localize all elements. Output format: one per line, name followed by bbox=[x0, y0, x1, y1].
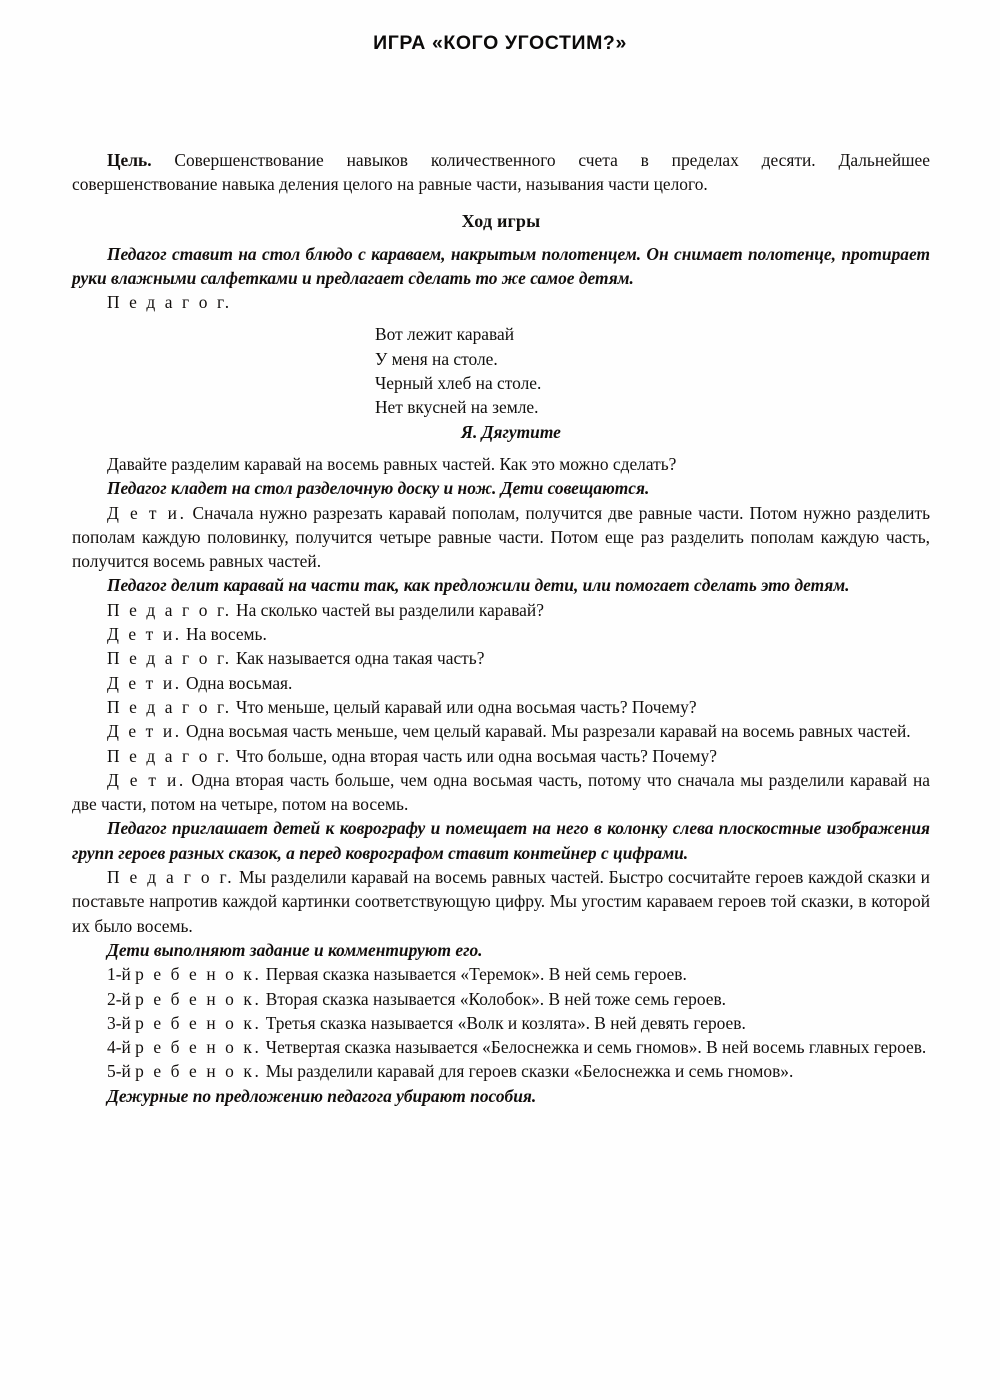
dialogue-text: Давайте разделим каравай на восемь равных частей. Как это можно сделать? bbox=[107, 453, 677, 474]
speaker-label: р е б е н о к. bbox=[135, 1012, 262, 1033]
dialogue-text: Дети выполняют задание и комментируют его. bbox=[107, 939, 483, 960]
line-child-4 bbox=[72, 1035, 930, 1059]
line-teacher-howmany bbox=[72, 598, 930, 622]
speaker-number: 4-й bbox=[107, 1037, 136, 1058]
line-children-smaller bbox=[72, 719, 930, 743]
speaker-label: р е б е н о к. bbox=[135, 964, 262, 985]
line-stage-divide bbox=[72, 573, 930, 597]
speaker-label: П е д а г о г. bbox=[107, 696, 232, 717]
poem-line: У меня на столе. bbox=[375, 348, 498, 369]
line-stage-dochildren bbox=[72, 938, 930, 962]
dialogue-text: Дежурные по предложению педагога убирают пособия. bbox=[107, 1085, 537, 1106]
dialogue-text: Вторая сказка называется «Колобок». В ней тоже семь героев. bbox=[261, 988, 727, 1009]
dialogue-text: Одна вторая часть больше, чем одна восьмая часть, потому что сначала мы разделили каравай на две части, потом на четыре, потом на восемь. bbox=[72, 769, 930, 815]
speaker-label: П е д а г о г. bbox=[107, 648, 232, 669]
line-teacher-bigger bbox=[72, 744, 930, 768]
speaker-number: 2-й bbox=[107, 988, 136, 1009]
speaker-label: П е д а г о г. bbox=[107, 867, 235, 888]
dialogue-text: На восемь. bbox=[181, 624, 267, 645]
line-teacher-smaller bbox=[72, 695, 930, 719]
speaker-label: П е д а г о г. bbox=[107, 599, 232, 620]
line-children-halves bbox=[72, 501, 930, 574]
speaker-number: 3-й bbox=[107, 1012, 136, 1033]
line-stage-cleanup bbox=[72, 1084, 930, 1108]
poem-line: Черный хлеб на столе. bbox=[375, 373, 542, 394]
dialogue-container bbox=[72, 452, 930, 1108]
poem-line: Вот лежит каравай bbox=[375, 324, 515, 345]
dialogue-text: На сколько частей вы разделили каравай? bbox=[231, 599, 544, 620]
speaker-label: Д е т и. bbox=[107, 624, 182, 645]
speaker-label: Д е т и. bbox=[107, 502, 187, 523]
speaker-label: Д е т и. bbox=[107, 769, 186, 790]
page-title: ИГРА «КОГО УГОСТИМ?» bbox=[373, 32, 627, 54]
stage-direction-opening bbox=[72, 242, 930, 291]
speaker-label: П е д а г о г. bbox=[107, 745, 232, 766]
line-teacher-namepart bbox=[72, 646, 930, 670]
speaker-label: р е б е н о к. bbox=[135, 1061, 262, 1082]
dialogue-text: Как называется одна такая часть? bbox=[231, 648, 485, 669]
line-stage-board bbox=[72, 476, 930, 500]
speaker-number: 5-й bbox=[107, 1061, 136, 1082]
speaker-number: 1-й bbox=[107, 964, 136, 985]
speaker-label: Д е т и. bbox=[107, 721, 182, 742]
speaker-label: р е б е н о к. bbox=[135, 988, 262, 1009]
poem-block bbox=[72, 322, 930, 443]
poem-line: Нет вкусней на земле. bbox=[375, 397, 539, 418]
dialogue-text: Педагог делит каравай на части так, как предложили дети, или помогает сделать это детям. bbox=[107, 575, 850, 596]
goal-text: Совершенствование навыков количественного счета в пределах десяти. Дальнейшее совершенствование навыка деления целого на равные части, называния части целого. bbox=[72, 150, 930, 195]
line-children-oneeighth bbox=[72, 671, 930, 695]
speaker-label-teacher: П е д а г о г. bbox=[107, 292, 232, 313]
document-body bbox=[72, 148, 930, 1108]
line-child-3 bbox=[72, 1011, 930, 1035]
line-child-1 bbox=[72, 962, 930, 986]
dialogue-text: Мы разделили каравай на восемь равных частей. Быстро сосчитайте героев каждой сказки и поставьте напротив каждой картинки соответствующую цифру. Мы угостим караваем героев той сказки, в которой их было восемь. bbox=[72, 867, 930, 936]
goal-paragraph bbox=[72, 148, 930, 197]
line-children-bigger bbox=[72, 768, 930, 817]
speaker-label: Д е т и. bbox=[107, 672, 182, 693]
dialogue-text: Мы разделили каравай для героев сказки «Белоснежка и семь гномов». bbox=[261, 1061, 794, 1082]
dialogue-text: Четвертая сказка называется «Белоснежка и семь гномов». В ней восемь главных героев. bbox=[261, 1037, 927, 1058]
line-children-eight bbox=[72, 622, 930, 646]
poem-attribution: Я. Дягутите bbox=[461, 421, 561, 442]
dialogue-text: Третья сказка называется «Волк и козлята». В ней девять героев. bbox=[261, 1012, 746, 1033]
stage-direction-text: Педагог ставит на стол блюдо с караваем, накрытым полотенцем. Он снимает полотенце, протирает руки влажными салфетками и предлагает сделать то же самое детям. bbox=[72, 243, 930, 288]
dialogue-text: Педагог приглашает детей к коврографу и помещает на него в колонку слева плоскостные изображения групп героев разных сказок, а перед коврографом ставит контейнер с цифрами. bbox=[72, 818, 930, 863]
line-stage-kovrograf bbox=[72, 816, 930, 865]
dialogue-text: Одна восьмая часть меньше, чем целый каравай. Мы разрезали каравай на восемь равных частей. bbox=[181, 721, 911, 742]
line-teacher-task bbox=[72, 865, 930, 938]
line-child-5 bbox=[72, 1059, 930, 1083]
dialogue-text: Педагог кладет на стол разделочную доску и нож. Дети совещаются. bbox=[107, 478, 650, 499]
dialogue-text: Первая сказка называется «Теремок». В ней семь героев. bbox=[261, 964, 687, 985]
dialogue-text: Сначала нужно разрезать каравай пополам, получится две равные части. Потом нужно разделить пополам каждую половинку, получится четыре равные части. Потом еще раз разделить пополам каждую часть, получится восемь равных частей. bbox=[72, 502, 931, 572]
line-child-2 bbox=[72, 987, 930, 1011]
dialogue-text: Что больше, одна вторая часть или одна восьмая часть? Почему? bbox=[231, 745, 717, 766]
speaker-label: р е б е н о к. bbox=[135, 1037, 262, 1058]
dialogue-text: Одна восьмая. bbox=[181, 672, 293, 693]
section-heading: Ход игры bbox=[461, 210, 541, 231]
dialogue-text: Что меньше, целый каравай или одна восьмая часть? Почему? bbox=[231, 696, 697, 717]
teacher-cue-solo bbox=[72, 290, 930, 314]
goal-label: Цель. bbox=[107, 150, 152, 170]
line-invite-divide bbox=[72, 452, 930, 476]
